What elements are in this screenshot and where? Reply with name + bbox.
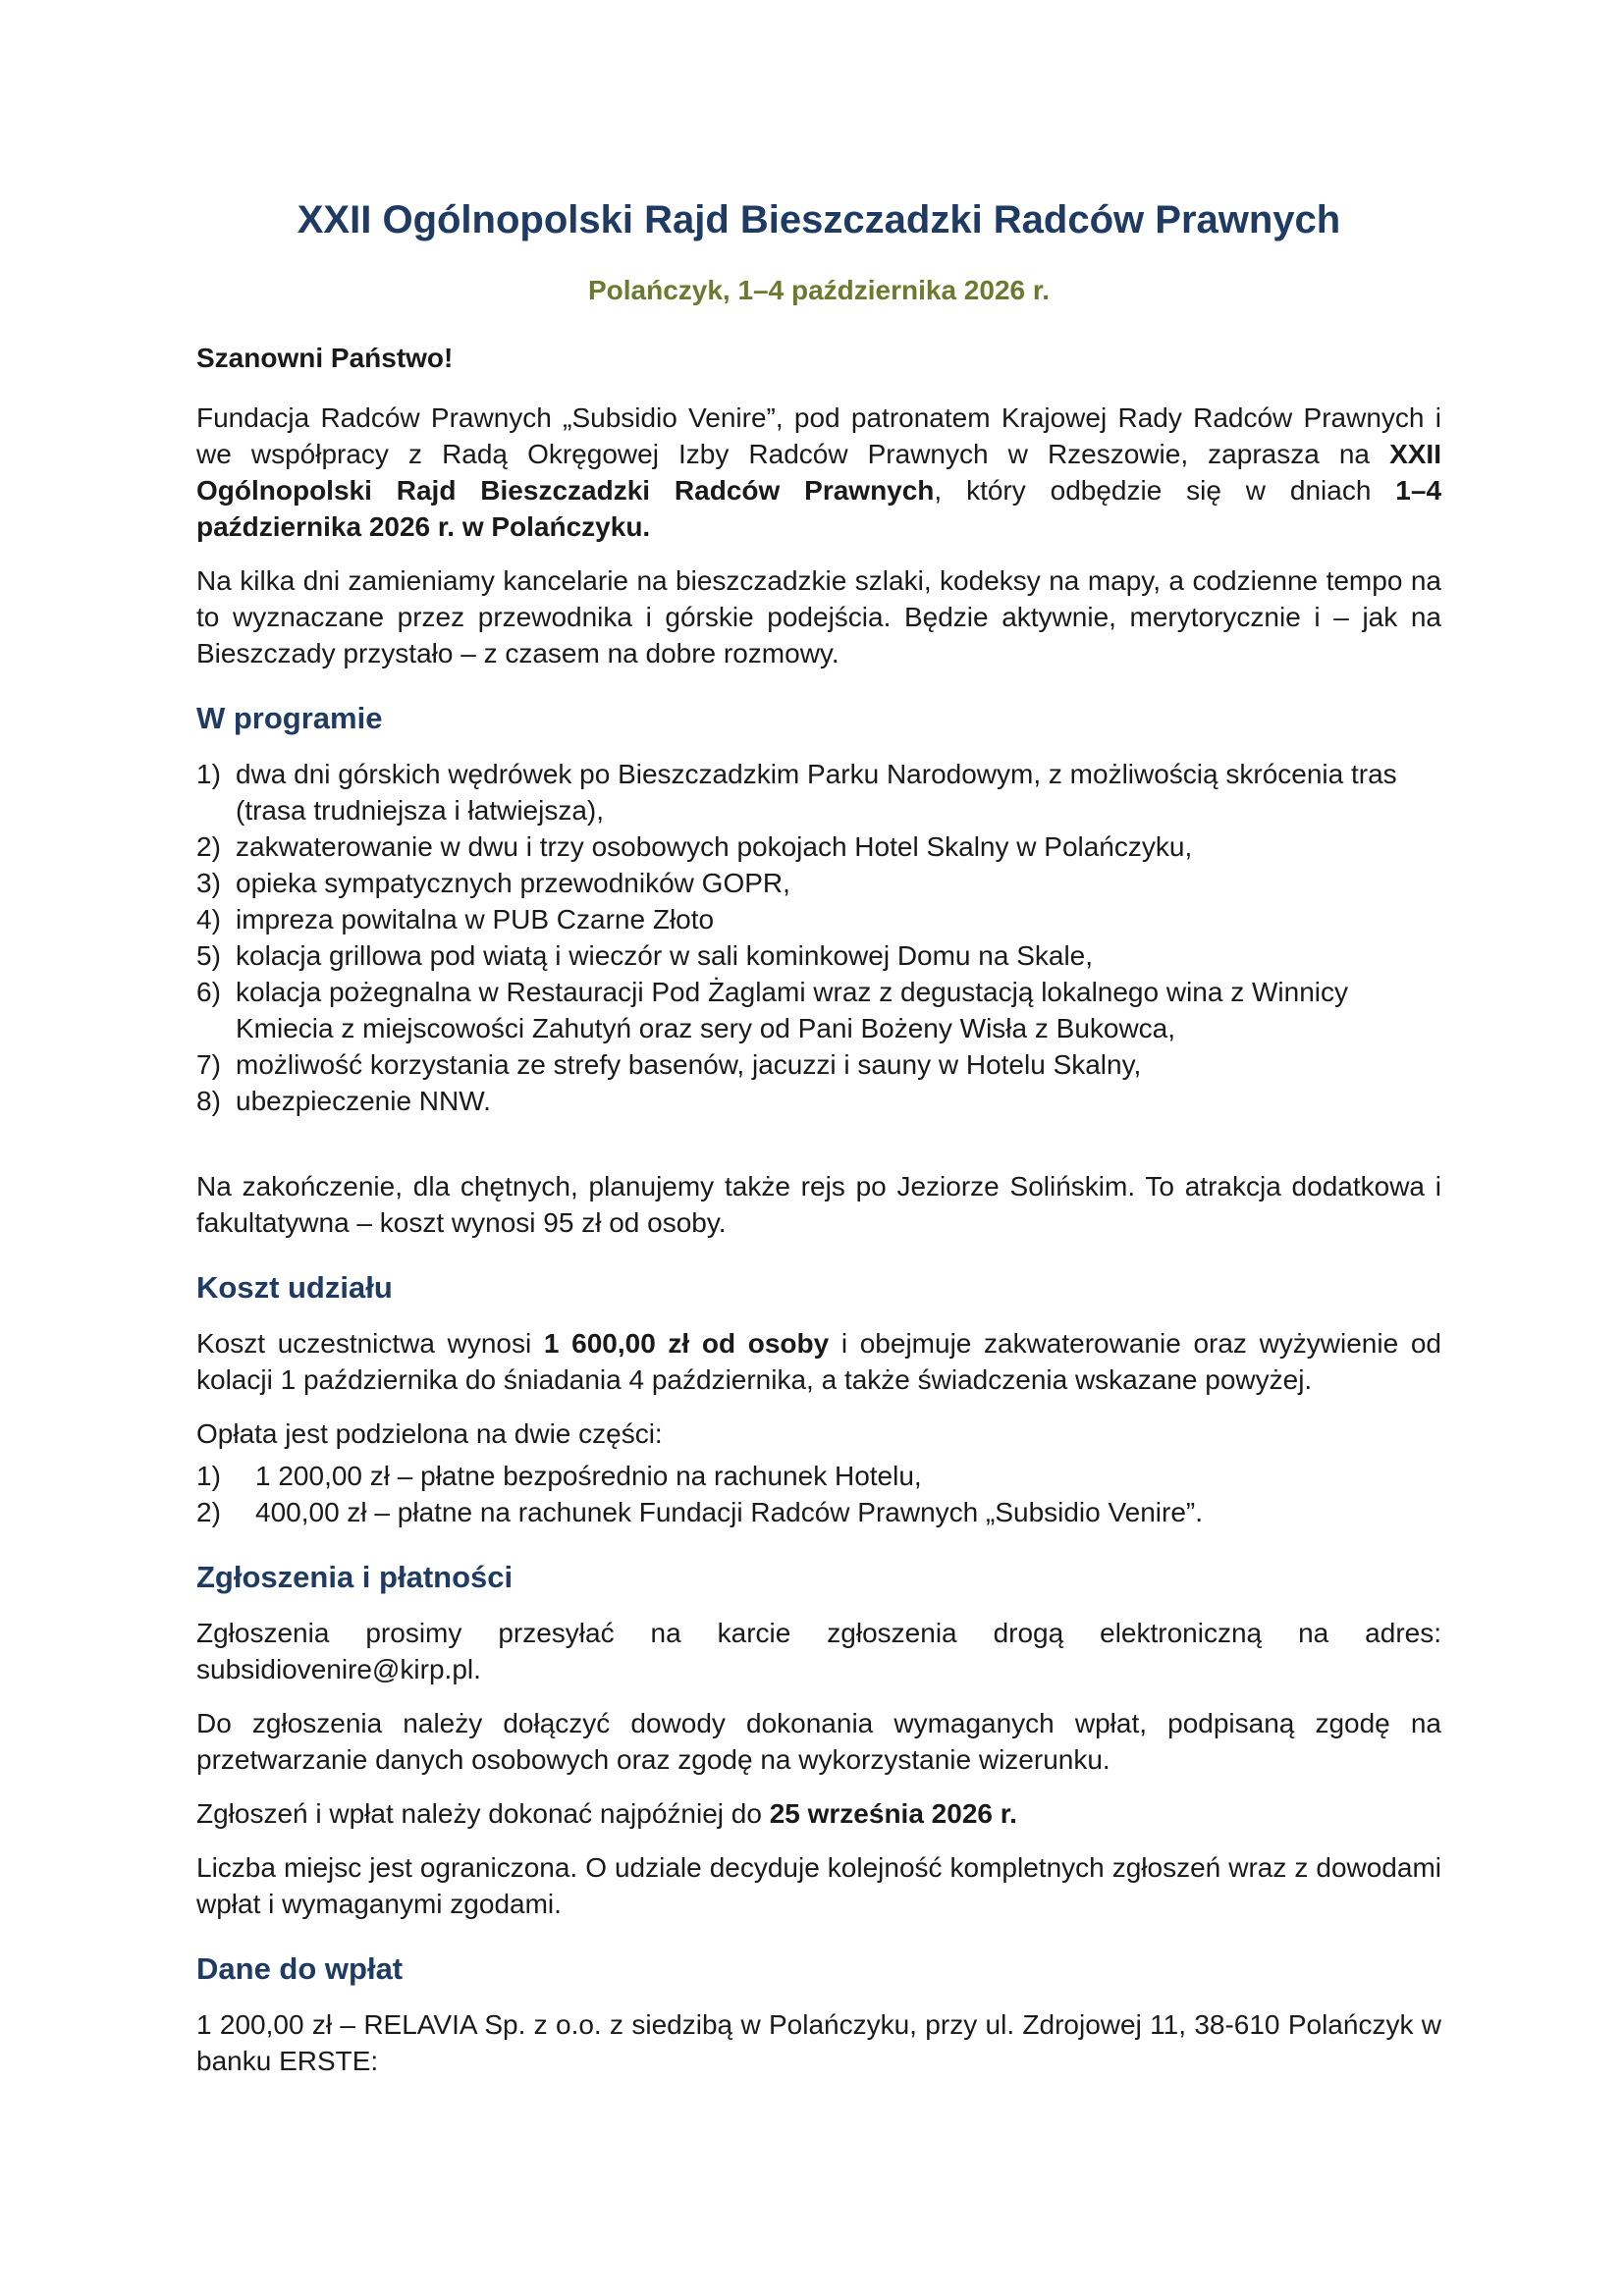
list-item [196, 1083, 1441, 1119]
list-item [196, 974, 1441, 1046]
list-item-text: kolacja pożegnalna w Restauracji Pod Żaglami wraz z degustacją lokalnego wina z Winnicy Kmiecia z miejscowości Zahutyń oraz sery od Pani Bożeny Wisła z Bukowca, [236, 977, 1349, 1043]
program-closing: Na zakończenie, dla chętnych, planujemy także rejs po Jeziorze Solińskim. To atrakcja dodatkowa i fakultatywna – koszt wynosi 95 zł od osoby. [196, 1171, 1441, 1238]
registration-deadline [196, 1795, 1441, 1832]
list-item-number: 2) [196, 1497, 221, 1527]
cost-split-list [196, 1458, 1441, 1530]
list-item [196, 1046, 1441, 1083]
list-item [196, 901, 1441, 937]
cost-heading: Koszt udziału [196, 1270, 393, 1305]
list-item-text: dwa dni górskich wędrówek po Bieszczadzkim Parku Narodowym, z możliwością skrócenia tras (trasa trudniejsza i łatwiejsza), [236, 759, 1397, 826]
list-item [196, 1458, 1441, 1494]
payment-paragraph: 1 200,00 zł – RELAVIA Sp. z o.o. z siedzibą w Polańczyku, przy ul. Zdrojowej 11, 38-610 Polańczyk w banku ERSTE: [196, 2009, 1441, 2076]
document-page [196, 196, 1441, 2079]
list-item-number: 1) [196, 1461, 221, 1491]
list-item-number: 8) [196, 1086, 221, 1116]
cost-split-intro: Opłata jest podzielona na dwie części: [196, 1418, 663, 1449]
list-item [196, 937, 1441, 974]
deadline-text: Zgłoszeń i wpłat należy dokonać najpóźniej do [196, 1798, 770, 1829]
list-item [196, 865, 1441, 901]
program-heading: W programie [196, 701, 383, 735]
list-item-number: 3) [196, 868, 221, 898]
salutation: Szanowni Państwo! [196, 343, 454, 373]
list-item-text: 1 200,00 zł – płatne bezpośrednio na rachunek Hotelu, [255, 1461, 922, 1491]
registration-heading: Zgłoszenia i płatności [196, 1560, 514, 1594]
list-item-number: 1) [196, 759, 221, 789]
registration-paragraph-4: Liczba miejsc jest ograniczona. O udziale decyduje kolejność kompletnych zgłoszeń wraz z dowodami wpłat i wymaganymi zgodami. [196, 1852, 1441, 1919]
registration-paragraph-2: Do zgłoszenia należy dołączyć dowody dokonania wymaganych wpłat, podpisaną zgodę na przetwarzanie danych osobowych oraz zgodę na wykorzystanie wizerunku. [196, 1708, 1441, 1775]
cost-text-c: i obejmuje zakwaterowanie oraz wyżywienie od kolacji 1 października do śniadania 4 października, a także świadczenia wskazane powyżej. [196, 1328, 1441, 1395]
list-item [196, 1494, 1441, 1530]
list-item-text: 400,00 zł – płatne na rachunek Fundacji Radców Prawnych „Subsidio Venire”. [255, 1497, 1204, 1527]
list-item-text: opieka sympatycznych przewodników GOPR, [236, 868, 790, 898]
list-item-text: możliwość korzystania ze strefy basenów, jacuzzi i sauny w Hotelu Skalny, [236, 1049, 1142, 1080]
intro-event-name: XXII Ogólnopolski Rajd Bieszczadzki Radców Prawnych [196, 439, 1441, 506]
list-item-number: 5) [196, 940, 221, 971]
list-item-number: 4) [196, 904, 221, 934]
document-subtitle: Polańczyk, 1–4 października 2026 r. [587, 275, 1051, 305]
intro-paragraph-2: Na kilka dni zamieniamy kancelarie na bieszczadzkie szlaki, kodeksy na mapy, a codzienne tempo na to wyznaczane przez przewodnika i górskie podejścia. Będzie aktywnie, merytorycznie i – jak na Bieszczady przystało – z czasem na dobre rozmowy. [196, 565, 1441, 668]
intro-text-a: Fundacja Radców Prawnych „Subsidio Venire”, pod patronatem Krajowej Rady Radców Prawnych i we współpracy z Radą Okręgowej Izby Radców Prawnych w Rzeszowie, zaprasza na [196, 402, 1441, 469]
document-title: XXII Ogólnopolski Rajd Bieszczadzki Radców Prawnych [297, 198, 1341, 241]
list-item [196, 828, 1441, 865]
payment-heading: Dane do wpłat [196, 1951, 404, 1986]
intro-paragraph [196, 400, 1441, 545]
list-item-text: impreza powitalna w PUB Czarne Złoto [236, 904, 715, 934]
deadline-date: 25 września 2026 r. [769, 1798, 1017, 1829]
intro-event-date: 1–4 października 2026 r. w Polańczyku. [196, 475, 1442, 542]
list-item [196, 756, 1441, 828]
list-item-text: zakwaterowanie w dwu i trzy osobowych pokojach Hotel Skalny w Polańczyku, [236, 831, 1193, 862]
intro-text-c: , który odbędzie się w dniach [934, 475, 1396, 506]
cost-amount: 1 600,00 zł od osoby [543, 1328, 830, 1359]
registration-paragraph-1: Zgłoszenia prosimy przesyłać na karcie zgłoszenia drogą elektroniczną na adres: subsidiovenire@kirp.pl. [196, 1618, 1441, 1684]
list-item-text: ubezpieczenie NNW. [236, 1086, 491, 1116]
list-item-number: 2) [196, 831, 221, 862]
program-list [196, 756, 1441, 1119]
list-item-number: 6) [196, 977, 221, 1007]
list-item-text: kolacja grillowa pod wiatą i wieczór w sali kominkowej Domu na Skale, [236, 940, 1094, 971]
cost-paragraph [196, 1325, 1441, 1398]
cost-text-a: Koszt uczestnictwa wynosi [196, 1328, 544, 1359]
list-item-number: 7) [196, 1049, 221, 1080]
